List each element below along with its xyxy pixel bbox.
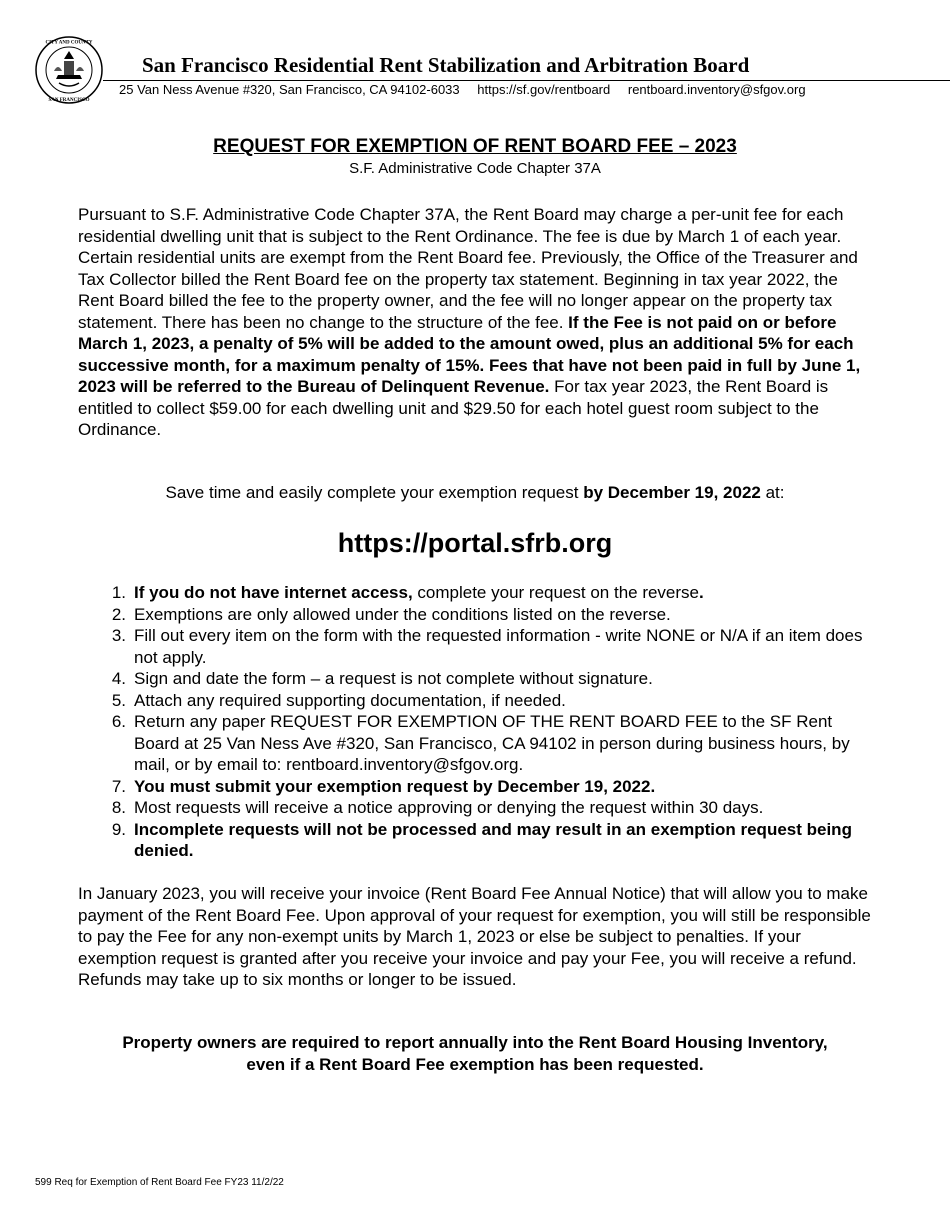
list-item-bold-text: You must submit your exemption request by December 19, 2022. [134,776,656,796]
document-subtitle: S.F. Administrative Code Chapter 37A [349,160,601,177]
board-address: 25 Van Ness Avenue #320, San Francisco, CA 94102-6033 [119,82,460,97]
housing-inventory-notice [60,1032,890,1075]
list-item-bold-text: Incomplete requests will not be processed and may result in an exemption request being denied. [134,819,852,860]
board-website-link[interactable]: https://sf.gov/rentboard [477,82,611,97]
invoice-paragraph: In January 2023, you will receive your invoice (Rent Board Fee Annual Notice) that will allow you to make payment of the Rent Board Fee. Upon approval of your request for exemption, you will still be responsible to pay the Fee for any non-exempt units by March 1, 2023 or else be subject to penalties. If your exemption request is granted after you receive your invoice and pay your Fee, you will receive a refund. Refunds may take up to six months or longer to be issued. [78,884,871,989]
board-email-link[interactable]: rentboard.inventory@sfgov.org [627,82,806,97]
list-item-bold-text: If you do not have internet access, [134,583,413,602]
header-divider [103,80,950,81]
penalty-notice: If the Fee is not paid on or before March 1, 2023, a penalty of 5% will be added to the amount owed, plus an additional 5% for each successive month, for a maximum penalty of 15%. Fees that have not been paid in full by June 1, 2023 will be referred to the Bureau of Delinquent Revenue. [78,312,861,396]
list-item-number: 5. [111,690,126,710]
intro-text-1: Pursuant to S.F. Administrative Code Chapter 37A, the Rent Board may charge a per-unit fee for each residential dwelling unit that is subject to the Rent Ordinance. The fee is due by March 1 of each year. Certain residential units are exempt from the Rent Board fee. Previously, the Office of the Treasurer and Tax Collector billed the Rent Board fee on the property tax statement. Beginning in tax year 2022, the Rent Board billed the fee to the property owner, and the fee will no longer appear on the property tax statement. There has been no change to the structure of the fee. [78,205,858,332]
save-line-deadline: by December 19, 2022 [583,483,761,502]
list-item-text: Fill out every item on the form with the requested information - write NONE or N/A if an item does not apply. [134,626,863,667]
list-item-number: 1. [111,583,126,602]
save-time-line [0,483,950,503]
list-item-number: 8. [111,798,126,817]
notice-line-2: even if a Rent Board Fee exemption has been requested. [246,1054,704,1074]
svg-text:SAN FRANCISCO: SAN FRANCISCO [48,98,90,103]
city-seal-logo [34,35,104,105]
contact-line [119,82,806,97]
save-line-text: Save time and easily complete your exemption request [165,483,584,502]
list-item-text: complete your request on the reverse [412,583,700,602]
list-item [78,797,878,819]
list-item [78,690,878,712]
list-item [78,711,878,776]
list-item-number: 7. [111,776,126,796]
portal-url-link[interactable]: https://portal.sfrb.org [337,528,613,558]
list-item-bold-end: . [699,583,704,602]
document-title: REQUEST FOR EXEMPTION OF RENT BOARD FEE – 2023 [213,136,737,157]
intro-text-2: For tax year 2023, the Rent Board is entitled to collect $59.00 for each dwelling unit and $29.50 for each hotel guest room subject to the Ordinance. [78,377,829,439]
list-item [78,604,878,626]
list-item-text: Exemptions are only allowed under the conditions listed on the reverse. [134,604,671,624]
list-item-number: 3. [111,626,126,645]
list-item [78,582,878,604]
list-item [78,668,878,690]
instruction-list [78,582,878,862]
form-footer-id: 599 Req for Exemption of Rent Board Fee FY23 11/2/22 [35,1177,284,1188]
list-item-text: Sign and date the form – a request is not complete without signature. [134,669,653,688]
save-line-suffix: at: [760,483,785,502]
list-item-number: 6. [111,712,126,731]
list-item-text: Most requests will receive a notice approving or denying the request within 30 days. [134,798,764,817]
list-item [78,776,878,798]
list-item-number: 4. [111,669,126,688]
list-item [78,625,878,668]
intro-paragraph [78,204,873,441]
board-name: San Francisco Residential Rent Stabilization and Arbitration Board [142,53,750,77]
list-item [78,819,878,862]
list-item-text: Attach any required supporting documentation, if needed. [134,690,566,710]
list-item-number: 9. [111,819,126,839]
notice-line-1: Property owners are required to report annually into the Rent Board Housing Inventory, [122,1033,828,1052]
list-item-number: 2. [111,604,126,624]
list-item-text: Return any paper REQUEST FOR EXEMPTION OF THE RENT BOARD FEE to the SF Rent Board at 25 Van Ness Ave #320, San Francisco, CA 94102 in person during business hours, by mail, or by email to: rentboard.inventory@sfgov.org. [134,712,850,774]
svg-text:CITY AND COUNTY: CITY AND COUNTY [45,40,93,46]
